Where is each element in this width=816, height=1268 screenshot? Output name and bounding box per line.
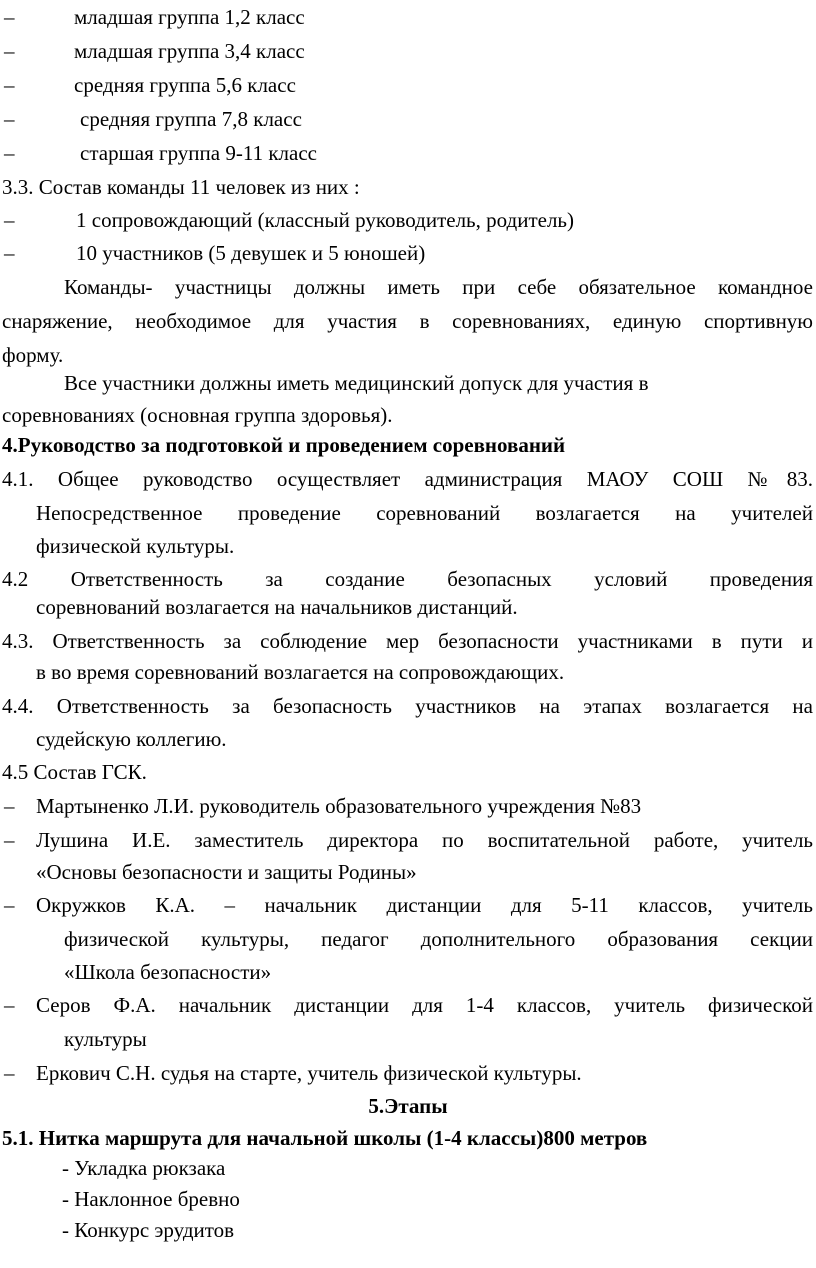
gsk-member: Мартыненко Л.И. руководитель образовательного учреждения №83 [36, 794, 642, 818]
medical-line: Все участники должны иметь медицинский допуск для участия в [64, 371, 649, 395]
equipment-line: снаряжение, необходимое для участия в соревнованиях, единую спортивную [2, 309, 813, 333]
list-dash: – [4, 828, 15, 852]
list-dash: – [4, 241, 15, 265]
gsk-member: Окружков К.А. – начальник дистанции для 5-11 классов, учитель [36, 893, 813, 917]
paragraph-4-4: 4.4. Ответственность за безопасность участников на этапах возлагается на [2, 694, 813, 718]
paragraph-4-2: 4.2 Ответственность за создание безопасных условий проведения [2, 567, 813, 591]
stage-item: - Наклонное бревно [62, 1187, 240, 1211]
paragraph-4-1: 4.1. Общее руководство осуществляет администрация МАОУ СОШ №83. [2, 467, 813, 491]
paragraph-4-1: Непосредственное проведение соревнований возлагается на учителей [36, 501, 813, 525]
equipment-line: форму. [2, 343, 64, 367]
group-item: средняя группа 7,8 класс [80, 107, 302, 131]
list-dash: – [4, 208, 15, 232]
list-dash: – [4, 141, 15, 165]
team-item: 1 сопровождающий (классный руководитель, родитель) [76, 208, 575, 232]
group-item: старшая группа 9-11 класс [80, 141, 317, 165]
list-dash: – [4, 1061, 15, 1085]
list-dash: – [4, 993, 15, 1017]
group-item: младшая группа 3,4 класс [74, 39, 305, 63]
group-item: средняя группа 5,6 класс [74, 73, 296, 97]
list-dash: – [4, 39, 15, 63]
list-dash: – [4, 893, 15, 917]
list-dash: – [4, 107, 15, 131]
list-dash: – [4, 73, 15, 97]
list-dash: – [4, 5, 15, 29]
paragraph-4-2: соревнований возлагается на начальников дистанций. [36, 595, 518, 619]
team-heading: 3.3. Состав команды 11 человек из них : [2, 175, 360, 199]
stage-item: - Конкурс эрудитов [62, 1218, 235, 1242]
paragraph-4-3: 4.3. Ответственность за соблюдение мер безопасности участниками в пути и [2, 629, 813, 653]
gsk-member: физической культуры, педагог дополнительного образования секции [64, 927, 813, 951]
equipment-line: Команды- участницы должны иметь при себе обязательное командное [64, 275, 813, 299]
stage-item: - Укладка рюкзака [62, 1156, 226, 1180]
gsk-member: культуры [64, 1027, 147, 1051]
team-item: 10 участников (5 девушек и 5 юношей) [76, 241, 426, 265]
paragraph-4-4: судейскую коллегию. [36, 727, 227, 751]
list-dash: – [4, 794, 15, 818]
gsk-member: Лушина И.Е. заместитель директора по воспитательной работе, учитель [36, 828, 813, 852]
paragraph-4-3: в во время соревнований возлагается на сопровождающих. [36, 660, 565, 684]
paragraph-4-1: физической культуры. [36, 534, 235, 558]
medical-line: соревнованиях (основная группа здоровья). [2, 403, 393, 427]
gsk-member: Серов Ф.А. начальник дистанции для 1-4 классов, учитель физической [36, 993, 813, 1017]
gsk-member: «Основы безопасности и защиты Родины» [36, 860, 417, 884]
section-5-title: 5.Этапы [368, 1094, 448, 1118]
group-item: младшая группа 1,2 класс [74, 5, 305, 29]
gsk-member: «Школа безопасности» [64, 960, 272, 984]
section-4-title: 4.Руководство за подготовкой и проведением соревнований [2, 433, 566, 457]
gsk-member: Еркович С.Н. судья на старте, учитель физической культуры. [36, 1061, 582, 1085]
paragraph-4-5: 4.5 Состав ГСК. [2, 760, 147, 784]
subsection-5-1-title: 5.1. Нитка маршрута для начальной школы (1-4 классы)800 метров [2, 1126, 648, 1150]
